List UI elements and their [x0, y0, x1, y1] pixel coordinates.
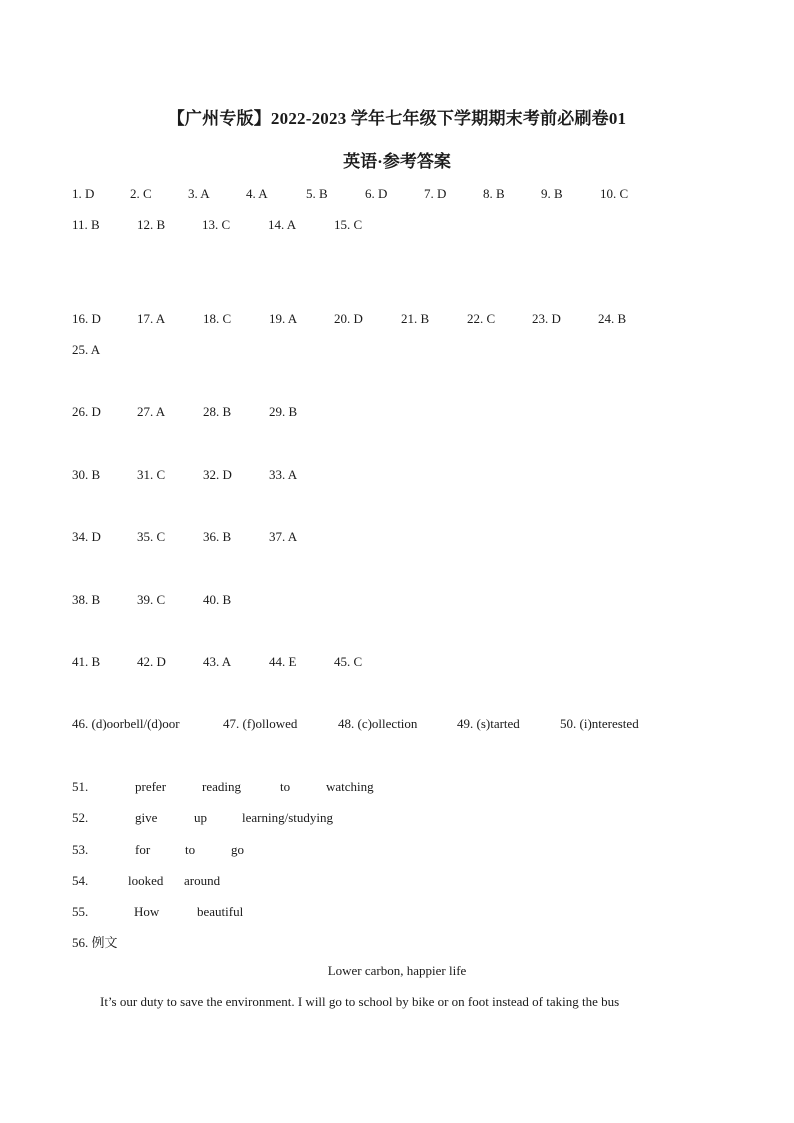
answer-item: 30. B — [72, 467, 101, 482]
page-subtitle: 英语·参考答案 — [343, 152, 451, 171]
answer-word: How — [134, 904, 160, 919]
answer-word: looked — [128, 873, 164, 888]
answer-item: 22. C — [467, 311, 496, 326]
answer-item: 31. C — [137, 467, 166, 482]
answer-item: 6. D — [365, 186, 388, 201]
answer-item: 16. D — [72, 311, 101, 326]
answer-item: 1. D — [72, 186, 95, 201]
answer-item: 7. D — [424, 186, 447, 201]
answer-item: 49. (s)tarted — [457, 716, 520, 731]
page-title: 【广州专版】2022-2023 学年七年级下学期期末考前必刷卷01 — [167, 109, 627, 128]
answer-item: 39. C — [137, 592, 166, 607]
answer-item: 34. D — [72, 529, 101, 544]
question-number: 53. — [72, 842, 89, 857]
answer-item: 40. B — [203, 592, 232, 607]
answer-item: 11. B — [72, 217, 100, 232]
answer-item: 10. C — [600, 186, 629, 201]
essay-label: 56. 例文 — [72, 935, 118, 950]
answer-word: reading — [202, 779, 241, 794]
answer-item: 48. (c)ollection — [338, 716, 418, 731]
answer-item: 3. A — [188, 186, 210, 201]
answer-item: 50. (i)nterested — [560, 716, 639, 731]
essay-paragraph: It’s our duty to save the environment. I will go to school by bike or on foot instead of taking the bus — [100, 994, 620, 1009]
answer-item: 27. A — [137, 404, 166, 419]
answer-word: up — [194, 810, 207, 825]
answer-item: 18. C — [203, 311, 232, 326]
answer-item: 8. B — [483, 186, 505, 201]
answer-item: 42. D — [137, 654, 166, 669]
answer-item: 33. A — [269, 467, 298, 482]
answer-word: give — [135, 810, 158, 825]
answer-item: 38. B — [72, 592, 101, 607]
answer-item: 23. D — [532, 311, 561, 326]
answer-word: watching — [326, 779, 374, 794]
answer-item: 9. B — [541, 186, 563, 201]
question-number: 52. — [72, 810, 89, 825]
answer-word: learning/studying — [242, 810, 333, 825]
answer-item: 14. A — [268, 217, 297, 232]
answer-item: 45. C — [334, 654, 363, 669]
question-number: 51. — [72, 779, 89, 794]
answer-item: 47. (f)ollowed — [223, 716, 298, 731]
answer-item: 12. B — [137, 217, 166, 232]
question-number: 55. — [72, 904, 89, 919]
answer-item: 20. D — [334, 311, 363, 326]
answer-word: around — [184, 873, 221, 888]
answer-item: 26. D — [72, 404, 101, 419]
answer-item: 43. A — [203, 654, 232, 669]
answer-item: 17. A — [137, 311, 166, 326]
answer-item: 44. E — [269, 654, 297, 669]
answer-item: 37. A — [269, 529, 298, 544]
answer-item: 32. D — [203, 467, 232, 482]
answer-item: 24. B — [598, 311, 627, 326]
answer-word: beautiful — [197, 904, 244, 919]
answer-item: 25. A — [72, 342, 101, 357]
answer-item: 28. B — [203, 404, 232, 419]
answer-item: 13. C — [202, 217, 231, 232]
answer-word: to — [185, 842, 196, 857]
answer-item: 41. B — [72, 654, 101, 669]
answer-word: prefer — [135, 779, 167, 794]
answer-item: 21. B — [401, 311, 430, 326]
question-number: 54. — [72, 873, 89, 888]
answer-word: to — [280, 779, 291, 794]
answer-item: 19. A — [269, 311, 298, 326]
answer-item: 46. (d)oorbell/(d)oor — [72, 716, 180, 731]
essay-title: Lower carbon, happier life — [327, 963, 467, 978]
answer-word: for — [135, 842, 151, 857]
answer-item: 15. C — [334, 217, 363, 232]
answer-item: 29. B — [269, 404, 298, 419]
answer-item: 2. C — [130, 186, 152, 201]
answer-word: go — [231, 842, 244, 857]
answer-item: 36. B — [203, 529, 232, 544]
answer-item: 4. A — [246, 186, 268, 201]
answer-item: 35. C — [137, 529, 166, 544]
answer-item: 5. B — [306, 186, 328, 201]
